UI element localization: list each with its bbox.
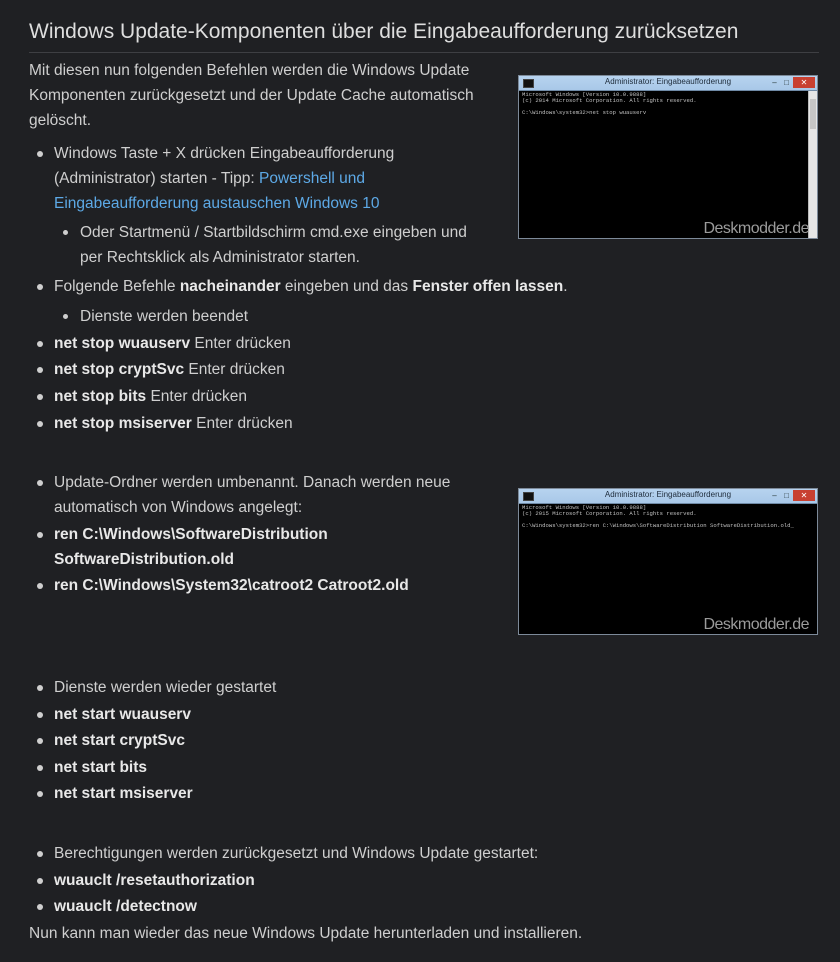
- command: wuauclt /resetauthorization: [54, 872, 255, 889]
- intro-line: Mit diesen nun folgenden Befehlen werden die Windows Update: [29, 62, 470, 79]
- step-text: Enter drücken: [190, 335, 291, 352]
- emphasis: Fenster offen lassen: [412, 278, 564, 295]
- step-text: .: [563, 278, 568, 295]
- link-text: Powershell und: [259, 170, 365, 187]
- close-icon: ✕: [793, 490, 815, 501]
- console-output: Microsoft Windows [Version 10.0.9888] (c) 2015 Microsoft Corporation. All rights reserved. C:\Windows\system32>ren C:\Windows\SoftwareDistribution SoftwareDistribution.old_: [522, 504, 794, 529]
- list-item: [80, 304, 248, 329]
- list-item: [54, 868, 255, 893]
- console-output: Microsoft Windows [Version 10.0.9888] (c) 2014 Microsoft Corporation. All rights reserved. C:\Windows\system32>net stop wuauserv: [522, 91, 697, 116]
- intro-paragraph: [29, 58, 474, 133]
- watermark: Deskmodder.de: [703, 616, 809, 633]
- list-item: [54, 411, 293, 436]
- step-text: per Rechtsklick als Administrator starten.: [80, 249, 360, 266]
- close-icon: ✕: [793, 77, 815, 88]
- link-text: Eingabeaufforderung austauschen Windows 10: [54, 195, 380, 212]
- command: net start wuauserv: [54, 706, 191, 723]
- list-item: [54, 894, 197, 919]
- command: net start msiserver: [54, 785, 193, 802]
- command: net stop bits: [54, 388, 147, 405]
- maximize-icon: □: [784, 491, 789, 500]
- list-item: [54, 331, 291, 356]
- scrollbar: [808, 91, 817, 238]
- command: net stop wuauserv: [54, 335, 191, 352]
- list-item: [54, 573, 409, 598]
- emphasis: nacheinander: [179, 278, 281, 295]
- list-item: [54, 141, 394, 216]
- list-item: [54, 470, 450, 520]
- window-title: Administrator: Eingabeaufforderung: [604, 77, 732, 86]
- page-title: Windows Update-Komponenten über die Eingabeaufforderung zurücksetzen: [29, 20, 819, 53]
- list-item: [80, 220, 467, 270]
- list-item: [54, 841, 538, 866]
- window-titlebar: [519, 489, 817, 504]
- command: net stop cryptSvc: [54, 361, 185, 378]
- cmd-screenshot-rename: [518, 488, 818, 635]
- step-text: Enter drücken: [184, 361, 285, 378]
- watermark: Deskmodder.de: [703, 220, 809, 237]
- list-item: [54, 728, 185, 753]
- command: net start bits: [54, 759, 148, 776]
- intro-line: Komponenten zurückgesetzt und der Update Cache automatisch: [29, 87, 474, 104]
- step-text: Enter drücken: [146, 388, 247, 405]
- step-text: Update-Ordner werden umbenannt. Danach werden neue: [54, 474, 451, 491]
- maximize-icon: □: [784, 78, 789, 87]
- list-item: [54, 522, 328, 572]
- minimize-icon: –: [772, 491, 777, 500]
- step-text: (Administrator) starten - Tipp:: [54, 170, 260, 187]
- list-item: [54, 675, 276, 700]
- step-text: eingeben und das: [280, 278, 413, 295]
- command: wuauclt /detectnow: [54, 898, 197, 915]
- command: net start cryptSvc: [54, 732, 185, 749]
- step-text: Dienste werden beendet: [80, 308, 249, 325]
- step-text: Windows Taste + X drücken Eingabeaufforderung: [54, 145, 395, 162]
- window-title: Administrator: Eingabeaufforderung: [604, 490, 732, 499]
- outro-paragraph: Nun kann man wieder das neue Windows Update herunterladen und installieren.: [29, 925, 583, 942]
- command: ren C:\Windows\System32\catroot2 Catroot2.old: [54, 577, 409, 594]
- list-item: [54, 781, 193, 806]
- list-item: [54, 702, 191, 727]
- intro-line: gelöscht.: [29, 112, 92, 129]
- step-text: Oder Startmenü / Startbildschirm cmd.exe eingeben und: [80, 224, 467, 241]
- step-text: Dienste werden wieder gestartet: [54, 679, 277, 696]
- step-text: automatisch von Windows angelegt:: [54, 499, 303, 516]
- list-item: [54, 384, 247, 409]
- step-text: Enter drücken: [191, 415, 293, 432]
- step-text: Berechtigungen werden zurückgesetzt und Windows Update gestartet:: [54, 845, 539, 862]
- command: net stop msiserver: [54, 415, 192, 432]
- command: SoftwareDistribution.old: [54, 551, 234, 568]
- list-item: [54, 357, 285, 382]
- step-text: Folgende Befehle: [54, 278, 180, 295]
- window-titlebar: [519, 76, 817, 91]
- list-item: [54, 755, 147, 780]
- minimize-icon: –: [772, 78, 777, 87]
- command: ren C:\Windows\SoftwareDistribution: [54, 526, 328, 543]
- cmd-screenshot-stop: [518, 75, 818, 239]
- list-item: [54, 274, 568, 299]
